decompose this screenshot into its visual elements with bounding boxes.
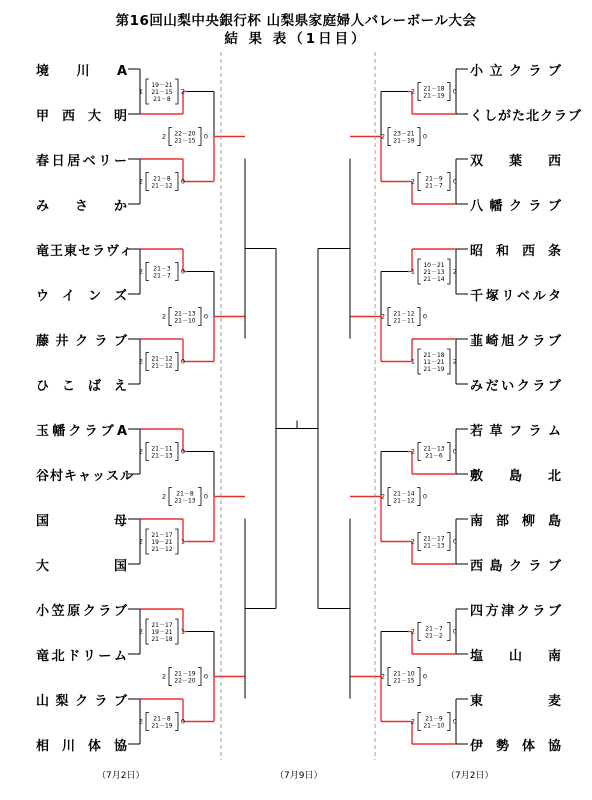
set-score-text: 21－11: [151, 445, 173, 453]
team-name-left: 山梨クラブ: [36, 694, 128, 709]
team-name-left: 竜北ドリーム: [36, 649, 128, 664]
set-score-text: 21－8: [153, 175, 171, 183]
sets-won-text: 2: [180, 87, 186, 96]
sets-won-text: 2: [380, 132, 386, 141]
tournament-title: 第16回山梨中央銀行杯 山梨県家庭婦人バレーボール大会: [115, 13, 477, 29]
set-score-text: 21－3: [153, 265, 171, 273]
right-round-date: （7月2日）: [446, 771, 494, 781]
sets-won-text: 0: [203, 492, 209, 501]
sets-won-text: 0: [180, 447, 186, 456]
set-score-text: 19－21: [151, 629, 173, 636]
team-name-left: 境 川 A: [36, 64, 128, 79]
sets-won-text: 2: [380, 672, 386, 681]
sets-won-text: 1: [410, 357, 416, 366]
team-name-right: 昭和西条: [470, 244, 562, 259]
set-score-text: 21－12: [151, 182, 173, 190]
sets-won-text: 2: [138, 717, 144, 726]
set-score-text: 21－8: [176, 490, 194, 498]
set-score-text: 21－2: [425, 632, 443, 640]
team-name-right: みだいクラブ: [470, 379, 562, 394]
team-name-right: 八幡クラブ: [470, 199, 562, 214]
left-round-date: （7月2日）: [97, 771, 145, 781]
team-name-right: 千塚リベルタ: [470, 289, 562, 304]
sets-won-text: 0: [452, 627, 458, 636]
sets-won-text: 2: [161, 132, 167, 141]
sets-won-text: 0: [180, 177, 186, 186]
set-score-text: 21－19: [393, 137, 415, 145]
sets-won-text: 2: [138, 177, 144, 186]
team-name-left: 玉幡クラブA: [36, 424, 128, 439]
set-score-text: 21－19: [151, 722, 173, 730]
team-name-left: 谷村キャッスル: [36, 469, 135, 484]
set-score-text: 21－14: [423, 276, 445, 283]
set-score-text: 21－17: [151, 532, 173, 539]
sets-won-text: 1: [180, 627, 186, 636]
sets-won-text: 0: [422, 132, 428, 141]
set-score-text: 21－7: [425, 625, 443, 633]
set-score-text: 22－20: [174, 677, 196, 685]
sets-won-text: 2: [161, 492, 167, 501]
sets-won-text: 1: [138, 87, 144, 96]
set-score-text: 21－15: [151, 89, 173, 96]
set-score-text: 19－21: [151, 82, 173, 89]
sets-won-text: 2: [410, 717, 416, 726]
team-name-left: 国 母: [36, 514, 128, 529]
final-round-date: （7月9日）: [275, 771, 323, 781]
set-score-text: 21－17: [423, 535, 445, 543]
team-name-left: 竜王東セラヴィ: [36, 244, 134, 259]
set-score-text: 21－8: [153, 715, 171, 723]
sets-won-text: 2: [138, 447, 144, 456]
set-score-text: 21－13: [423, 269, 445, 276]
sets-won-text: 2: [452, 357, 458, 366]
sets-won-text: 0: [452, 717, 458, 726]
set-score-text: 21－18: [423, 352, 445, 359]
set-score-text: 21－10: [423, 722, 445, 730]
sets-won-text: 2: [161, 672, 167, 681]
results-subtitle: 結 果 表（1日目）: [224, 31, 368, 47]
team-name-left: 相川体協: [36, 739, 128, 754]
set-score-text: 19－21: [151, 539, 173, 546]
team-name-left: 小笠原クラブ: [36, 604, 128, 619]
sets-won-text: 2: [380, 492, 386, 501]
team-name-right: 小立クラブ: [470, 64, 562, 79]
set-score-text: 11－21: [423, 359, 445, 366]
set-score-text: 21－19: [174, 670, 196, 678]
team-name-right: 四方津クラブ: [470, 604, 562, 619]
team-name-right: 伊勢体協: [470, 739, 562, 754]
team-name-right: 西島クラブ: [470, 559, 562, 574]
sets-won-text: 0: [180, 267, 186, 276]
team-name-right: 南部柳島: [470, 514, 562, 529]
set-score-text: 21－12: [393, 497, 415, 505]
team-name-right: 双 葉 西: [470, 154, 562, 169]
sets-won-text: 0: [452, 87, 458, 96]
team-name-left: 甲西大明: [36, 109, 128, 124]
sets-won-text: 2: [452, 267, 458, 276]
set-score-text: 21－6: [425, 452, 443, 460]
set-score-text: 21－18: [151, 636, 173, 643]
set-score-text: 21－15: [174, 137, 196, 145]
set-score-text: 21－12: [393, 310, 415, 318]
sets-won-text: 2: [138, 357, 144, 366]
sets-won-text: 2: [138, 267, 144, 276]
set-score-text: 21－12: [151, 355, 173, 363]
team-name-right: 塩 山 南: [470, 649, 562, 664]
set-score-text: 21－17: [151, 622, 173, 629]
sets-won-text: 0: [422, 312, 428, 321]
set-score-text: 21－13: [174, 310, 196, 318]
sets-won-text: 0: [422, 672, 428, 681]
sets-won-text: 2: [410, 627, 416, 636]
set-score-text: 21－19: [423, 92, 445, 100]
set-score-text: 21－13: [151, 452, 173, 460]
set-score-text: 21－10: [393, 670, 415, 678]
sets-won-text: 0: [203, 672, 209, 681]
sets-won-text: 1: [410, 267, 416, 276]
sets-won-text: 1: [180, 537, 186, 546]
sets-won-text: 0: [452, 537, 458, 546]
sets-won-text: 2: [410, 177, 416, 186]
set-score-text: 10－21: [423, 262, 445, 269]
team-name-left: 藤井クラブ: [36, 334, 128, 349]
sets-won-text: 0: [452, 447, 458, 456]
set-score-text: 21－11: [393, 317, 415, 325]
sets-won-text: 0: [180, 717, 186, 726]
sets-won-text: 2: [410, 537, 416, 546]
sets-won-text: 2: [161, 312, 167, 321]
set-score-text: 21－7: [153, 272, 171, 280]
team-name-right: くしがた北クラブ: [470, 109, 583, 124]
set-score-text: 21－12: [151, 362, 173, 370]
sets-won-text: 0: [203, 132, 209, 141]
set-score-text: 21－13: [423, 542, 445, 550]
set-score-text: 21－9: [425, 715, 443, 723]
sets-won-text: 2: [138, 627, 144, 636]
sets-won-text: 2: [380, 312, 386, 321]
set-score-text: 21－10: [174, 317, 196, 325]
sets-won-text: 0: [452, 177, 458, 186]
set-score-text: 21－19: [423, 366, 445, 373]
set-score-text: 22－20: [174, 130, 196, 138]
sets-won-text: 0: [180, 357, 186, 366]
set-score-text: 21－7: [425, 182, 443, 190]
sets-won-text: 0: [422, 492, 428, 501]
set-score-text: 21－12: [151, 546, 173, 553]
set-score-text: 21－13: [423, 445, 445, 453]
sets-won-text: 2: [410, 447, 416, 456]
set-score-text: 21－13: [174, 497, 196, 505]
team-name-left: 大 国: [36, 559, 128, 574]
sets-won-text: 2: [410, 87, 416, 96]
set-score-text: 21－18: [423, 85, 445, 93]
team-name-right: 敷 島 北: [470, 469, 562, 484]
set-score-text: 21－14: [393, 490, 415, 498]
set-score-text: 21－9: [425, 175, 443, 183]
team-name-right: 東 麦: [470, 694, 562, 709]
sets-won-text: 0: [203, 312, 209, 321]
team-name-left: ひこばえ: [36, 379, 128, 394]
team-name-left: ウインズ: [36, 289, 128, 304]
sets-won-text: 2: [138, 537, 144, 546]
team-name-right: 若草フラム: [470, 424, 562, 439]
set-score-text: 23－21: [393, 130, 415, 138]
team-name-left: 春日居ベリー: [36, 154, 128, 169]
set-score-text: 21－8: [153, 96, 171, 103]
team-name-left: み さ か: [36, 199, 128, 214]
team-name-right: 韮崎旭クラブ: [470, 334, 562, 349]
set-score-text: 21－15: [393, 677, 415, 685]
